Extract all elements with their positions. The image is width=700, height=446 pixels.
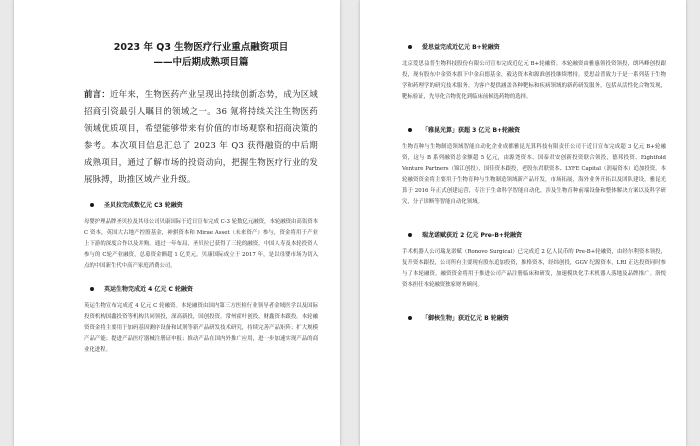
section-heading	[402, 42, 666, 51]
page-subtitle: ——中后期成熟项目篇	[153, 57, 249, 68]
section-heading	[402, 125, 666, 134]
document-page-left	[14, 0, 340, 446]
intro-paragraph	[84, 86, 318, 188]
section-heading	[84, 200, 318, 209]
section-heading	[402, 230, 666, 239]
section-body: 母婴护理品牌圣贝拉及其母公司贝康国际于近日宣布完成 C-3 轮数亿元融资，本轮融资由高瓴资本 C 资本，英国大古地产控股基金，神骐资本和 Mirae Asset（未来资产）参与，资金将用于产业上下游的深度合作以及并购。通过一年布局，圣贝拉已获得了三轮的融资，中国人寿及本轮投资人参与的 C轮产业融资，总募资金额超 1 亿美元。贝康国际成立于 2017 年，是以母婴市场为切入点的中国新生代中高产家庭消费公司。	[84, 219, 318, 269]
bullet-icon	[408, 316, 412, 320]
section-heading-text: 「御核生物」获近亿元 B 轮融资	[422, 315, 509, 322]
section-heading-text: 瑞龙诺赋获近 2 亿元 Pre-B+轮融资	[422, 232, 522, 239]
bullet-icon	[408, 233, 412, 237]
bullet-icon	[90, 203, 94, 207]
intro-text: 近年来，生物医药产业呈现出持续创新态势，成为区域招商引资最引人瞩目的领域之一。36 氪将持续关注生物医药领域优质项目，希望能够带来有价值的市场观察和招商决策的参考。本次项目信息汇总了 2023 年 Q3 获得融资的中后期成熟项目，通过了解市场的投资动向，把握生物医疗行业的发展脉搏，助推区域产业升级。	[84, 89, 318, 184]
section-heading	[84, 284, 318, 293]
section-heading-text: 爱思益完成近亿元 B+轮融资	[422, 44, 500, 51]
section-body: 生物育种与生物制造领域智能自动化企业成都雅昆光算科技有限责任公司于近日宣布完成超 3 亿元 B+轮融资，这与 B 系列融资总金额超 5 亿元，由源尧资本、国泰君安创新投资联合领投，德邦投资、Eightfold Venture Partners（锦江创投），国佳资本跟投，老股东君联资本、LYFE Capital（润福资本）追加投资。本轮融资资金将主要用于生物育种与生物制造领域新产品开发，市场拓展，海外业务开拓以及团队建设。雅昆光算于 2016 年正式创建运营，专注于生命科学智能自动化，涉及生物育种前端设备和整体解决方案以及科学研究，分子诊断等智能自动化领域。	[402, 144, 666, 205]
section-body: 北京爱思益普生物科技股份有限公司宣布完成近亿元 B+轮融资。本轮融资由雅惠领投资领投，朗玛峰创投跟投，现有股东中金资本旗下中金启德基金，毅达资本和源准创投继续增持。爱思益普致力于是一系列基于生物学和药理学的研究技术服务，为客户提供涵盖各种靶标和疾病领域的新药研发服务，包括从活性化合物发现，靶标验证，先导化合物优化到临床前候选药物的选择。	[402, 61, 666, 100]
section-heading	[402, 313, 666, 322]
bullet-icon	[408, 128, 412, 132]
section-body: 英运生物宣布完成近 4 亿元 C 轮融资。本轮融资由国内第三方医检行业领导者金域医学以及国际投资机构国鑫投资等机构共同领投，深高新投，国创投资，常州霍叶创投，财鑫资本跟投。本轮融资资金将主要用于加码基因测序设备和试剂等新产品研发技术研究，持续完善产品矩阵；扩大规模产品产能；提进产品医疗器械注册证申报；推动产品在国内外推广应用，进一步加速实现产品的商业化进程。	[84, 303, 318, 353]
intro-label: 前言：	[84, 89, 111, 99]
section-heading-text: 英运生物完成近 4 亿元 C 轮融资	[104, 286, 193, 293]
section-body: 手术机器人公司瑞龙诺赋（Ronovo Surgical）已完成近 2 亿人民币的 Pre-B+轮融资，由经尔利资本领投，复升资本跟投，公司所有主要现有股东追加投资，推格资本，经纬创投，GGV 纪源资本，LRI 正达投资同时参与了本轮融资。融资资金将用于推进公司产品注册临床和研发，加速模块化手术机器人落地及品牌推广。洛悦资本担任本轮融资独家财务顾问。	[402, 249, 666, 288]
section-heading-text: 「雅昆光算」获超 3 亿元 B+轮融资	[422, 127, 521, 134]
document-page-right	[360, 0, 686, 446]
section-heading-text: 圣贝拉完成数亿元 C3 轮融资	[104, 202, 183, 209]
page-title: 2023 年 Q3 生物医疗行业重点融资项目	[113, 42, 289, 53]
bullet-icon	[408, 45, 412, 49]
bullet-icon	[90, 287, 94, 291]
